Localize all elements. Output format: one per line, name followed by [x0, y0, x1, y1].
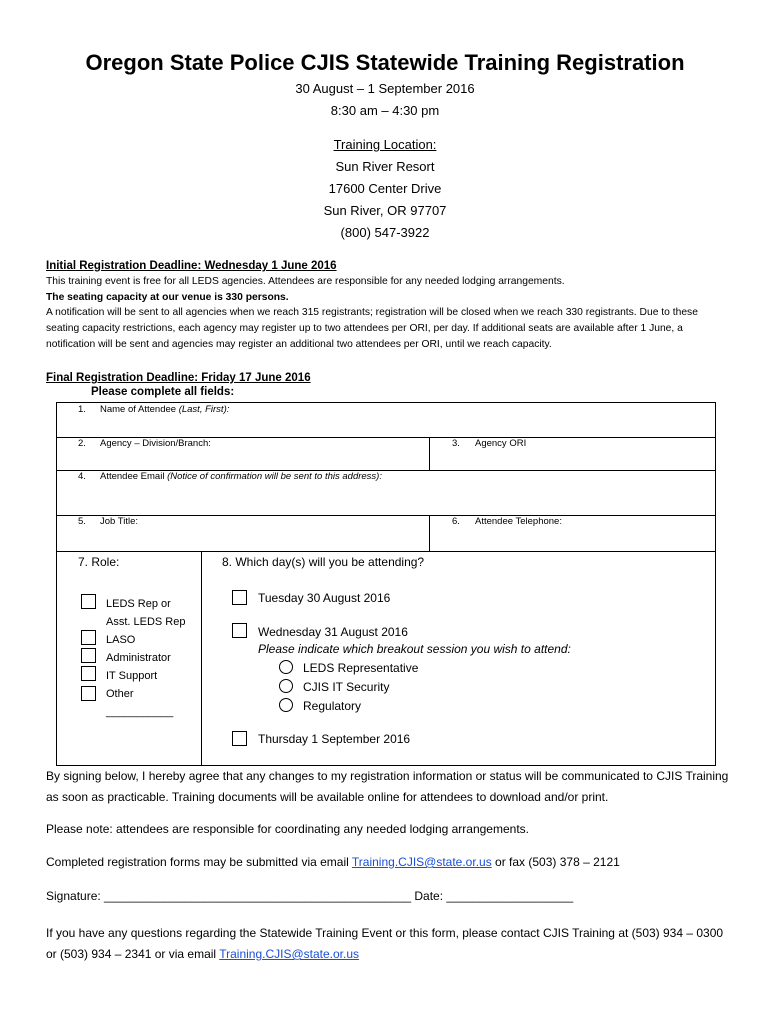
- day-thursday-checkbox[interactable]: [232, 731, 247, 746]
- questions-email-link[interactable]: Training.CJIS@state.or.us: [219, 947, 360, 961]
- day-tuesday-label: Tuesday 30 August 2016: [258, 591, 391, 605]
- complete-fields-heading: Please complete all fields:: [91, 386, 235, 398]
- role-it-support-checkbox[interactable]: [81, 666, 96, 681]
- session-leds-label: LEDS Representative: [303, 661, 419, 675]
- agency-ori-field[interactable]: 3. Agency ORI: [452, 438, 527, 449]
- venue-phone: (800) 547-3922: [340, 225, 430, 240]
- questions-text: If you have any questions regarding the Statewide Training Event or this form, please contact CJIS Training at (503) 934 – 0300 or (503) 934 – 2341 or via email Training.CJIS@state.or.us: [46, 926, 724, 961]
- agency-label: Agency – Division/Branch:: [100, 438, 211, 449]
- email-label: Attendee Email: [100, 471, 165, 482]
- telephone-label: Attendee Telephone:: [475, 516, 562, 527]
- signature-line[interactable]: ______________________________________________: [104, 889, 412, 903]
- capacity-text: The seating capacity at our venue is 330 persons.: [46, 292, 289, 303]
- agency-field[interactable]: 2. Agency – Division/Branch:: [78, 438, 211, 449]
- venue-name: Sun River Resort: [335, 159, 435, 174]
- lodging-note: Please note: attendees are responsible for coordinating any needed lodging arrangements.: [46, 822, 529, 836]
- role-it-support-label: IT Support: [106, 670, 158, 682]
- role-leds-rep-label: LEDS Rep or: [106, 598, 171, 610]
- name-field[interactable]: 1. Name of Attendee (Last, First):: [78, 404, 230, 415]
- notification-text: A notification will be sent to all agencies when we reach 315 registrants; registration will be closed when we reach 330 registrants. Due to these seating capacity restrictions, each agency may register up to two attendees per ORI, per day. If additional seats are available after 1 June, a notification will be sent and agencies may register an additional two attendees per ORI, until we reach capacity.: [46, 307, 698, 350]
- submission-text: Completed registration forms may be submitted via email Training.CJIS@state.or.us or fax (503) 378 – 2121: [46, 855, 620, 869]
- session-leds-radio[interactable]: [279, 660, 293, 674]
- job-title-label: Job Title:: [100, 516, 139, 527]
- location-heading: Training Location:: [333, 137, 437, 152]
- page-title: Oregon State Police CJIS Statewide Training Registration: [85, 50, 685, 75]
- role-other-label: Other: [106, 688, 134, 700]
- date-line[interactable]: ___________________: [446, 889, 574, 903]
- days-heading: 8. Which day(s) will you be attending?: [222, 555, 425, 569]
- breakout-note: Please indicate which breakout session you wish to attend:: [258, 642, 571, 656]
- role-laso-checkbox[interactable]: [81, 630, 96, 645]
- role-leds-rep-checkbox[interactable]: [81, 594, 96, 609]
- date-label: Date:: [411, 889, 447, 903]
- agreement-text: By signing below, I hereby agree that any changes to my registration information or status will be communicated to CJIS Training as soon as practicable. Training documents will be available online for attendees to download and/or print.: [46, 769, 729, 804]
- email-field[interactable]: 4. Attendee Email (Notice of confirmation will be sent to this address):: [78, 471, 382, 482]
- role-heading: 7. Role:: [78, 555, 120, 569]
- event-times: 8:30 am – 4:30 pm: [330, 103, 440, 118]
- final-deadline: Final Registration Deadline: Friday 17 June 2016: [46, 372, 311, 384]
- role-other-checkbox[interactable]: [81, 686, 96, 701]
- venue-address: 17600 Center Drive: [328, 181, 442, 196]
- day-wednesday-checkbox[interactable]: [232, 623, 247, 638]
- signature-label: Signature:: [46, 889, 105, 903]
- session-security-label: CJIS IT Security: [303, 680, 390, 694]
- session-regulatory-label: Regulatory: [303, 699, 362, 713]
- day-thursday-label: Thursday 1 September 2016: [258, 732, 411, 746]
- submission-email-link[interactable]: Training.CJIS@state.or.us: [351, 855, 492, 869]
- signature-row: [46, 886, 736, 907]
- role-laso-label: LASO: [106, 634, 136, 646]
- day-tuesday-checkbox[interactable]: [232, 590, 247, 605]
- email-hint: (Notice of confirmation will be sent to this address):: [167, 471, 382, 482]
- role-administrator-label: Administrator: [106, 652, 171, 664]
- initial-deadline: Initial Registration Deadline: Wednesday 1 June 2016: [46, 260, 337, 272]
- role-administrator-checkbox[interactable]: [81, 648, 96, 663]
- role-leds-rep-label-2: Asst. LEDS Rep: [106, 616, 186, 628]
- name-hint: (Last, First):: [178, 404, 230, 415]
- name-label: Name of Attendee: [100, 404, 177, 415]
- session-regulatory-radio[interactable]: [279, 698, 293, 712]
- telephone-field[interactable]: 6. Attendee Telephone:: [452, 516, 562, 527]
- job-title-field[interactable]: 5. Job Title:: [78, 516, 139, 527]
- agency-ori-label: Agency ORI: [475, 438, 527, 449]
- free-text: This training event is free for all LEDS agencies. Attendees are responsible for any needed lodging arrangements.: [46, 276, 565, 287]
- role-other-blank: ___________: [106, 706, 174, 718]
- day-wednesday-label: Wednesday 31 August 2016: [258, 625, 408, 639]
- event-dates: 30 August – 1 September 2016: [295, 81, 475, 96]
- venue-city: Sun River, OR 97707: [323, 203, 447, 218]
- session-security-radio[interactable]: [279, 679, 293, 693]
